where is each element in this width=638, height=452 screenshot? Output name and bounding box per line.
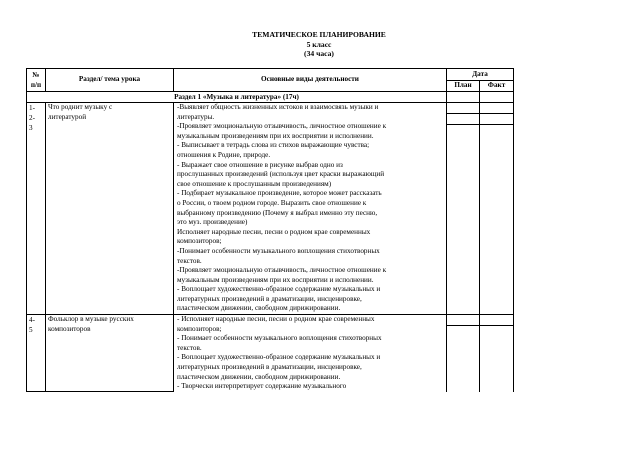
planning-table: [26, 68, 514, 392]
header-activities: Основные виды деятельности: [174, 69, 447, 92]
header-plan: План: [447, 81, 480, 92]
fact-cell: [480, 315, 514, 326]
lesson-number: 1- 2- 3: [27, 103, 46, 315]
fact-cell: [480, 326, 514, 392]
header-number: № п/п: [27, 69, 46, 92]
table-row: [27, 103, 514, 114]
lesson-activities: -Выявляет общность жизненных истоков и взаимосвязь музыки и литературы. -Проявляет эмоциональную отзывчивость, личностное отношение к музыкальным произведениям при их восприятии и исполнении. - Выписывает в тетрадь слова из стихов выражающие чувства; отношения к Родине, природе. - Выражает свое отношение в рисунке выбрав одно из прослушанных произведений (используя цвет краски выражающий свое отношение к прослушанным произведениям) - Подбирает музыкальное произведение, которое может рассказать о России, о твоем родном городе. Выразить свое отношение к выбранному произведению (Почему я выбрал именно эту песню, это муз. произведение) Исполняет народные песни, песни о родном крае современных композиторов; -Понимает особенности музыкального воплощения стихотворных текстов. -Проявляет эмоциональную отзывчивость, личностное отношение к музыкальным произведениям при их восприятии и исполнении. - Воплощает художественно-образное содержание музыкальных и литературных произведений в драматизации, инсценировке, пластическом движении, свободном дирижировании.: [174, 103, 447, 315]
lesson-topic: Фольклор в музыке русских композиторов: [46, 315, 174, 392]
section-row: [27, 92, 514, 103]
section-fact-cell: [480, 92, 514, 103]
grade-label: 5 класс: [306, 40, 332, 49]
header-date: Дата: [447, 69, 514, 81]
lesson-activities: - Исполняет народные песни, песни о родном крае современных композиторов; - Понимает особенности музыкального воплощения стихотворных текстов. - Воплощает художественно-образное содержание музыкальных и литературных произведений в драматизации, инсценировке, пластическом движении, свободном дирижировании. - Творчески интерпретирует содержание музыкального: [174, 315, 447, 392]
plan-cell: [447, 114, 480, 125]
fact-cell: [480, 125, 514, 315]
lesson-topic: Что роднит музыку с литературой: [46, 103, 174, 315]
plan-cell: [447, 315, 480, 326]
lesson-number: 4- 5: [27, 315, 46, 392]
hours-label: (34 часа): [304, 49, 334, 58]
header-row: [27, 69, 514, 81]
header-topic: Раздел/ тема урока: [46, 69, 174, 92]
plan-cell: [447, 125, 480, 315]
section-title: Раздел 1 «Музыка и литература» (17ч): [27, 92, 447, 103]
fact-cell: [480, 114, 514, 125]
plan-cell: [447, 326, 480, 392]
plan-cell: [447, 103, 480, 114]
table-row: [27, 315, 514, 326]
fact-cell: [480, 103, 514, 114]
document-title: ТЕМАТИЧЕСКОЕ ПЛАНИРОВАНИЕ: [252, 30, 386, 39]
header-fact: Факт: [480, 81, 514, 92]
section-plan-cell: [447, 92, 480, 103]
